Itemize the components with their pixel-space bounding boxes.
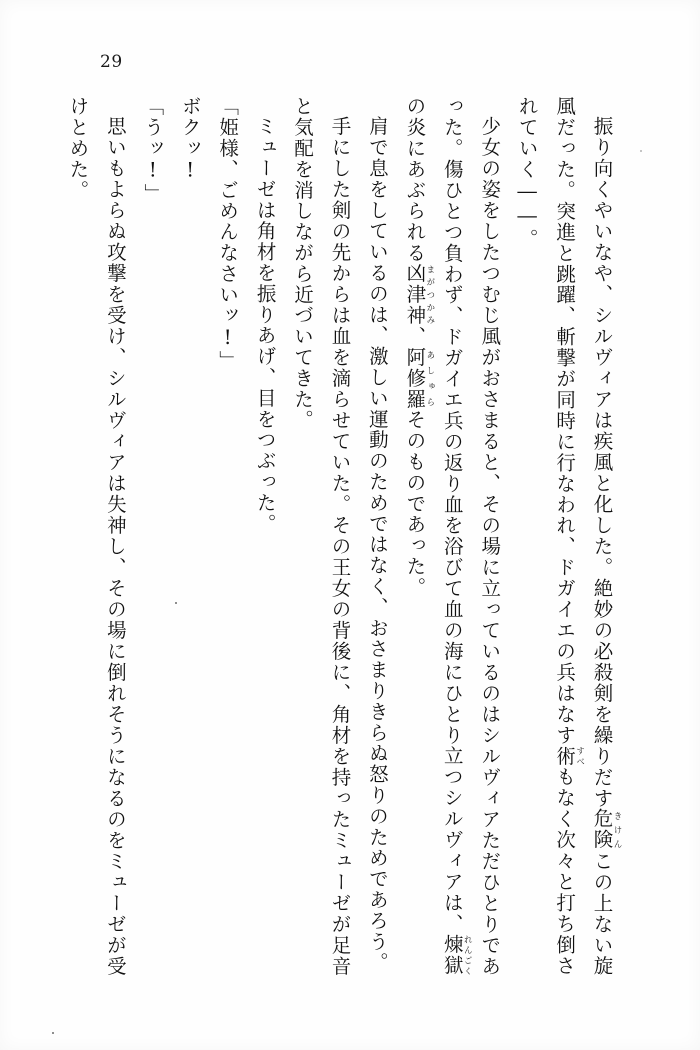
paragraph: 思いもよらぬ攻撃を受け、シルヴィアは失神し、その場に倒れそうになるのをミューゼが受けとめた。 — [66, 96, 127, 976]
sound-effect-line: ボクッ! — [178, 96, 202, 184]
paragraph: 少女の姿をしたつむじ風がおさまると、その場に立っているのはシルヴィアただひとりであった。傷ひとつ負わず、ドガイエ兵の返り血を浴びて血の海にひとり立つシルヴィアは、煉獄れんごくの炎にあぶられる凶津神まがつかみ、阿修羅あしゅらそのものであった。 — [403, 96, 502, 976]
scan-speck — [52, 1032, 54, 1034]
ruby-rengoku: 煉獄れんごく — [440, 934, 473, 976]
scan-speck — [175, 602, 177, 604]
page-number: 29 — [100, 52, 123, 72]
paragraph: 手にした剣の先からは血を滴らせていた。その王女の背後に、角材を持ったミューゼが足音と気配を消しながら近づいてきた。 — [291, 96, 352, 976]
ruby-ashura: 阿修羅あしゅら — [403, 346, 435, 410]
dialogue-line: 「姫様、ごめんなさいッ!」 — [216, 96, 240, 372]
ruby-magatsukami: 凶津神まがつかみ — [403, 263, 435, 326]
paragraph: 振り向くやいなや、シルヴィアは疾風と化した。絶妙の必殺剣を繰りだす危険きけんこの上ない旋風だった。突進と跳躍、斬撃が同時に行なわれ、ドガイエの兵はなす術すべもなく次々と打ち倒されていく――。 — [515, 96, 622, 977]
scan-speck — [640, 150, 642, 152]
dialogue-line: 「うッ!」 — [141, 96, 165, 204]
paragraph: 肩で息をしているのは、激しい運動のためではなく、おさまりきらぬ怒りのためであろう。 — [365, 115, 389, 973]
paragraph: ミューゼは角材を振りあげ、目をつぶった。 — [253, 115, 277, 534]
ruby-kiken: 危険きけん — [590, 808, 622, 851]
page-body-text — [66, 96, 622, 977]
ruby-sube: 術すべ — [553, 745, 585, 767]
